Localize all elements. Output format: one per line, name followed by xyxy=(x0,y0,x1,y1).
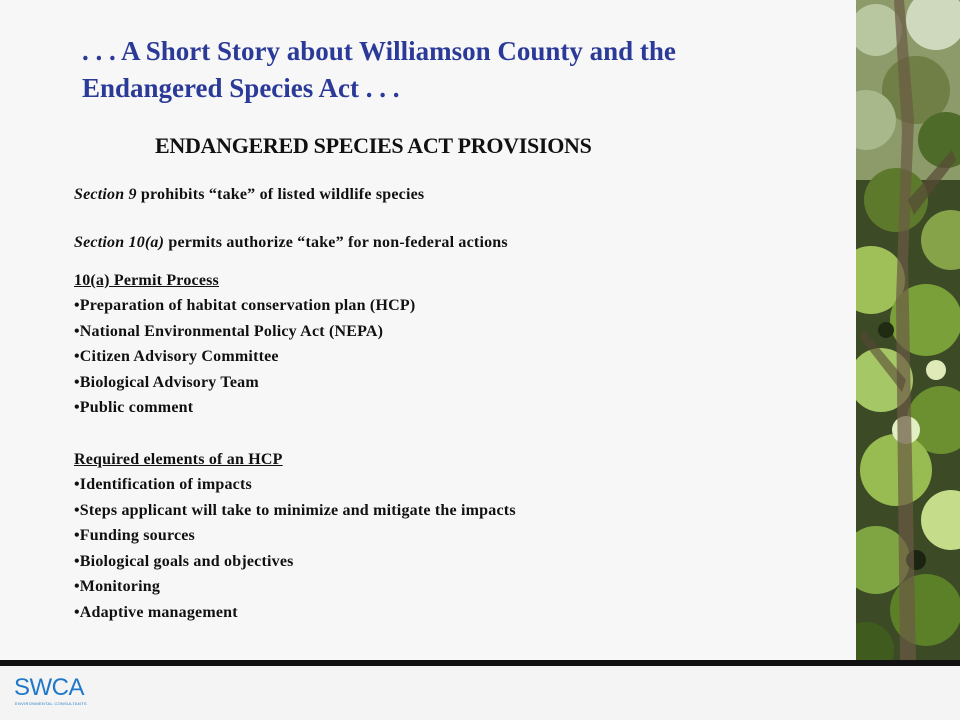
tree-canopy-photo xyxy=(856,0,960,660)
logo-tagline: ENVIRONMENTAL CONSULTANTS xyxy=(15,701,87,706)
section-9-description: prohibits “take” of listed wildlife species xyxy=(136,186,425,203)
section-9-text xyxy=(74,186,424,204)
list-item: •Monitoring xyxy=(74,578,161,595)
list-item: •Steps applicant will take to minimize and mitigate the impacts xyxy=(74,502,516,519)
section-heading: ENDANGERED SPECIES ACT PROVISIONS xyxy=(155,133,592,158)
section-10-label: Section 10(a) xyxy=(74,234,165,251)
list-item: •Biological Advisory Team xyxy=(74,374,259,391)
list-item: •National Environmental Policy Act (NEPA) xyxy=(74,323,384,340)
list-item: •Public comment xyxy=(74,399,194,416)
list-item: •Adaptive management xyxy=(74,604,238,621)
list-item: •Identification of impacts xyxy=(74,476,252,493)
list-item: •Preparation of habitat conservation plan (HCP) xyxy=(74,297,416,314)
slide-title xyxy=(82,33,842,107)
list-item: •Funding sources xyxy=(74,527,195,544)
swca-logo xyxy=(14,676,94,710)
slide-title-line-2: Endangered Species Act . . . xyxy=(82,73,400,103)
slide-title-line-1: . . . A Short Story about Williamson County and the xyxy=(82,36,676,66)
hcp-elements-heading: Required elements of an HCP xyxy=(74,451,283,468)
section-10-description: permits authorize “take” for non-federal actions xyxy=(164,234,508,251)
list-item: •Biological goals and objectives xyxy=(74,553,294,570)
section-10-text xyxy=(74,234,508,252)
footer-bar xyxy=(0,666,960,720)
list-item: •Citizen Advisory Committee xyxy=(74,348,279,365)
permit-process-heading: 10(a) Permit Process xyxy=(74,272,219,289)
section-9-label: Section 9 xyxy=(74,186,137,203)
logo-wordmark: SWCA xyxy=(14,674,84,701)
